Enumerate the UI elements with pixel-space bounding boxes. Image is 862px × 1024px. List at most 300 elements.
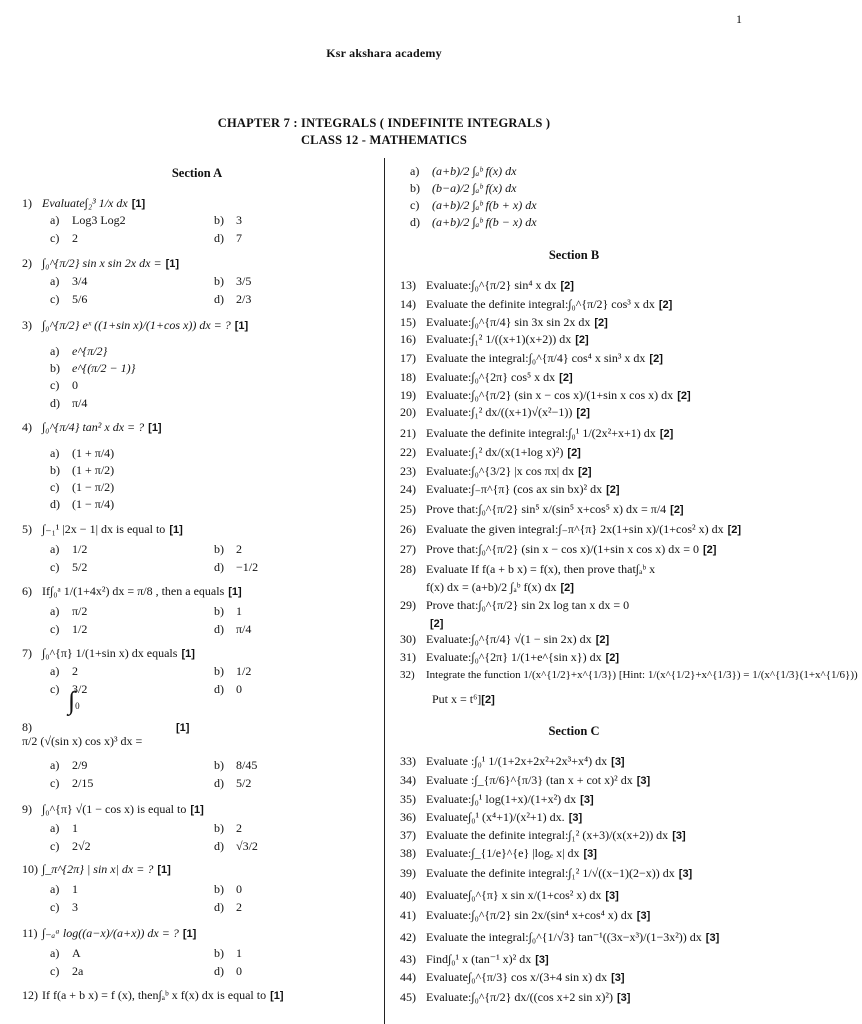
question-36	[400, 810, 582, 825]
text-segment: 26)	[400, 522, 416, 536]
question-23	[400, 464, 592, 479]
text-segment: c)	[50, 682, 60, 696]
text-segment: c)	[50, 378, 60, 392]
text-segment: [1]	[157, 864, 171, 876]
section-a-heading: Section A	[171, 166, 223, 180]
option-b	[50, 361, 135, 375]
question-5	[22, 522, 183, 537]
text-segment: [3]	[636, 910, 651, 922]
text-segment: [2]	[677, 390, 691, 402]
text-segment: If∫₀ᵃ 1/(1+4x²) dx = π/8 , then a equals	[42, 584, 225, 598]
text-segment: 19)	[400, 388, 416, 402]
option-a	[50, 213, 126, 227]
text-segment: 3	[72, 900, 78, 914]
text-segment: Log3 Log2	[72, 213, 126, 227]
question-2	[22, 256, 179, 271]
question-24	[400, 482, 620, 497]
question-29	[400, 598, 633, 613]
text-segment: [1]	[190, 804, 204, 816]
text-segment: [1]	[148, 422, 162, 434]
option-b	[214, 604, 242, 618]
text-segment: [3]	[617, 992, 631, 1004]
question-21	[400, 426, 673, 441]
text-segment: 1	[72, 882, 78, 896]
text-segment: [2]	[567, 447, 581, 459]
text-segment: [2]	[559, 372, 573, 384]
text-segment: Evaluate:∫₀¹ log(1+x)/(1+x²) dx	[426, 792, 577, 806]
text-segment: Evaluate:∫₋π^{π} (cos ax sin bx)² dx	[426, 482, 603, 496]
section-b-heading: Section B	[548, 248, 600, 262]
text-segment: Evaluate the integral:∫₀^{π/4} cos⁴ x sin³ x dx	[426, 351, 646, 365]
text-segment: e^{π/2}	[72, 344, 108, 358]
option-a	[50, 664, 78, 678]
text-segment: 15)	[400, 315, 416, 329]
text-segment: Find∫₀¹ x (tan⁻¹ x)² dx	[426, 952, 532, 966]
option-d	[214, 839, 258, 853]
option-c	[50, 378, 78, 392]
question-44	[400, 970, 625, 985]
option-c	[410, 198, 537, 212]
text-segment: c)	[50, 839, 60, 853]
option-c	[50, 839, 91, 853]
option-b	[50, 463, 114, 477]
text-segment: b)	[214, 882, 224, 896]
text-segment: c)	[50, 776, 60, 790]
text-segment: 13)	[400, 278, 416, 292]
text-segment: Evaluate∫₀¹ (x⁴+1)/(x²+1) dx.	[426, 810, 565, 824]
text-segment: −1/2	[236, 560, 259, 574]
option-d	[214, 682, 242, 696]
text-segment: [2]	[659, 428, 674, 440]
text-segment: 2	[72, 664, 78, 678]
text-segment: c)	[50, 622, 60, 636]
text-segment: 2/9	[72, 758, 88, 772]
text-segment: 0	[236, 964, 242, 978]
text-segment: Evaluate:∫₀^{3/2} |x cos πx| dx	[426, 464, 575, 478]
text-segment: (a+b)/2 ∫ₐᵇ f(b + x) dx	[432, 198, 537, 212]
question-37	[400, 828, 686, 843]
text-segment: ∫_π^{2π} | sin x| dx = ?	[42, 862, 154, 876]
text-segment: 2	[72, 231, 78, 245]
text-segment: [2]	[578, 466, 592, 478]
text-segment: 7	[236, 231, 242, 245]
question-19	[400, 388, 691, 403]
question-40	[400, 888, 619, 903]
question-1	[22, 196, 145, 211]
question-27	[400, 542, 716, 557]
class-title: CLASS 12 - MATHEMATICS	[300, 133, 468, 147]
text-segment: 24)	[400, 482, 416, 496]
question-20	[400, 405, 590, 420]
option-b	[214, 882, 242, 896]
option-a	[50, 446, 114, 460]
text-segment: c)	[50, 480, 60, 494]
text-segment: b)	[50, 463, 60, 477]
text-segment: b)	[214, 274, 224, 288]
text-segment: 7)	[22, 646, 32, 660]
text-segment: [2]	[576, 407, 590, 419]
text-segment: Prove that:∫₀^{π/2} sin 2x log tan x dx = 0	[426, 598, 630, 612]
text-segment: 3/5	[236, 274, 252, 288]
text-segment: π/2	[72, 604, 88, 618]
text-segment: Evaluate :∫_{π/6}^{π/3} (tan x + cot x)² dx	[426, 773, 633, 787]
text-segment: Evaluate:∫₁² dx/(x(1+log x)²)	[426, 445, 564, 459]
text-segment: 3)	[22, 318, 32, 332]
option-d	[214, 900, 242, 914]
text-segment: Evaluate:∫₁² 1/((x+1)(x+2)) dx	[426, 332, 572, 346]
text-segment: Evaluate∫₀^{π/3} cos x/(3+4 sin x) dx	[426, 970, 608, 984]
option-a	[50, 274, 87, 288]
text-segment: 16)	[400, 332, 416, 346]
text-segment: d)	[214, 964, 224, 978]
question-25	[400, 502, 684, 517]
question-26	[400, 522, 741, 537]
text-segment: Evaluate:∫₀^{π/2} (sin x − cos x)/(1+sin x cos x) dx	[426, 388, 674, 402]
text-segment: [3]	[636, 775, 651, 787]
option-d	[214, 964, 242, 978]
text-segment: 5/2	[72, 560, 88, 574]
option-d	[214, 560, 258, 574]
question-3	[22, 318, 248, 333]
text-segment: d)	[50, 396, 60, 410]
question-22	[400, 445, 581, 460]
question-12	[22, 988, 284, 1003]
question-43	[400, 952, 549, 967]
text-segment: a)	[50, 946, 60, 960]
text-segment: 2	[236, 542, 242, 556]
text-segment: 2	[236, 821, 242, 835]
text-segment: [1]	[234, 320, 249, 332]
text-segment: [3]	[605, 890, 619, 902]
option-c	[50, 292, 87, 306]
text-segment: ∫₀^{π} 1/(1+sin x) dx equals	[42, 646, 178, 660]
text-segment: [1]	[270, 990, 284, 1002]
text-segment: d)	[410, 215, 420, 229]
text-segment: a)	[50, 882, 60, 896]
text-segment: 3	[236, 213, 242, 227]
text-segment: 27)	[400, 542, 416, 556]
text-segment: 25)	[400, 502, 416, 516]
option-a	[50, 758, 87, 772]
text-segment: Evaluate:∫₀^{π/4} sin 3x sin 2x dx	[426, 315, 591, 329]
text-segment: 8)	[22, 720, 32, 734]
text-segment: c)	[50, 560, 60, 574]
text-segment: d)	[214, 682, 224, 696]
text-segment: b)	[214, 946, 224, 960]
text-segment: 20)	[400, 405, 416, 419]
text-segment: 1/2	[236, 664, 252, 678]
text-segment: e^{(π/2 − 1)}	[72, 361, 136, 375]
text-segment: [2]	[560, 280, 574, 292]
question-42	[400, 930, 719, 945]
text-segment: (a+b)/2 ∫ₐᵇ f(b − x) dx	[432, 215, 537, 229]
text-segment: [2]	[605, 652, 620, 664]
text-segment: 4)	[22, 420, 32, 434]
text-segment: a)	[50, 664, 60, 678]
option-d	[214, 292, 251, 306]
option-b	[214, 542, 242, 556]
option-a	[410, 164, 516, 178]
text-segment: Evaluate:∫₀^{π/4} √(1 − sin 2x) dx	[426, 632, 592, 646]
text-segment: b)	[214, 213, 224, 227]
question-35	[400, 792, 594, 807]
text-segment: [1]	[176, 722, 190, 734]
question-16	[400, 332, 589, 347]
text-segment: (1 − π/2)	[72, 480, 115, 494]
option-c	[50, 560, 87, 574]
text-segment: d)	[50, 497, 60, 511]
text-segment: b)	[50, 361, 60, 375]
option-c	[50, 964, 83, 978]
text-segment: Evaluate:∫₀^{π/2} sin⁴ x dx	[426, 278, 557, 292]
text-segment: b)	[214, 542, 224, 556]
text-segment: 22)	[400, 445, 416, 459]
text-segment: [3]	[580, 794, 594, 806]
question-4	[22, 420, 162, 435]
question-number: 1)	[22, 196, 32, 210]
text-segment: d)	[214, 622, 224, 636]
question-17	[400, 351, 663, 366]
text-segment: 9)	[22, 802, 32, 816]
text-segment: a)	[50, 758, 60, 772]
text-segment: 41)	[400, 908, 416, 922]
question-18	[400, 370, 573, 385]
option-b	[214, 664, 251, 678]
question-6	[22, 584, 242, 599]
option-d	[50, 497, 114, 511]
text-segment: 31)	[400, 650, 416, 664]
section-c-heading: Section C	[548, 724, 600, 738]
option-d	[214, 622, 251, 636]
text-segment: [1]	[182, 928, 197, 940]
question-28-continued	[400, 580, 574, 595]
text-segment: c)	[50, 231, 60, 245]
text-segment: 21)	[400, 426, 416, 440]
text-segment: [3]	[672, 830, 686, 842]
text-segment: Evaluate:∫₀^{π/2} sin 2x/(sin⁴ x+cos⁴ x) dx	[426, 908, 633, 922]
option-c	[50, 776, 93, 790]
text-segment: 23)	[400, 464, 416, 478]
text-segment: [2]	[702, 544, 717, 556]
text-segment: [2]	[649, 353, 663, 365]
text-segment: 34)	[400, 773, 416, 787]
text-segment: A	[72, 946, 81, 960]
text-segment: [3]	[583, 848, 597, 860]
text-segment: π/4	[72, 396, 88, 410]
option-b	[214, 946, 242, 960]
question-28	[400, 562, 659, 577]
text-segment: 44)	[400, 970, 416, 984]
text-segment: 42)	[400, 930, 416, 944]
text-segment: ∫₀^{π/4} tan² x dx = ?	[42, 420, 145, 434]
question-9	[22, 802, 204, 817]
text-segment: [2]	[430, 618, 444, 630]
text-segment: 43)	[400, 952, 416, 966]
question-45	[400, 990, 630, 1005]
text-segment: 1	[236, 604, 242, 618]
option-b	[214, 821, 242, 835]
academy-name: Ksr akshara academy	[326, 46, 442, 60]
column-divider	[384, 158, 385, 1024]
text-segment: 2/15	[72, 776, 94, 790]
text-segment: If f(a + b x) = f (x), then∫ₐᵇ x f(x) dx is equal to	[42, 988, 267, 1002]
text-segment: c)	[410, 198, 420, 212]
chapter-title: CHAPTER 7 : INTEGRALS ( INDEFINITE INTEGRALS )	[217, 116, 551, 130]
text-segment: d)	[214, 776, 224, 790]
question-29-marks	[400, 616, 443, 631]
text-segment: Integrate the function 1/(x^{1/2}+x^{1/3}) [Hint: 1/(x^{1/2}+x^{1/3}) = 1/(x^{1/3}(1+x^{1/6}))	[426, 669, 858, 681]
text-segment: 35)	[400, 792, 416, 806]
text-segment: b)	[214, 664, 224, 678]
text-segment: Put x = t⁶]	[432, 692, 482, 706]
option-c	[50, 231, 78, 245]
text-segment: [1]	[169, 524, 183, 536]
text-segment: 2)	[22, 256, 32, 270]
marks-badge: [1]	[131, 198, 146, 210]
text-segment: 10)	[22, 862, 38, 876]
text-segment: [2]	[575, 334, 589, 346]
question-8	[22, 720, 189, 735]
text-segment: d)	[214, 839, 224, 853]
text-segment: [2]	[727, 524, 742, 536]
question-34	[400, 773, 650, 788]
text-segment: b)	[214, 758, 224, 772]
text-segment: Evaluate:∫₀^{π/2} dx/((cos x+2 sin x)²)	[426, 990, 614, 1004]
text-segment: Evaluate the definite integral:∫₀¹ 1/(2x²+x+1) dx	[426, 426, 656, 440]
text-segment: 2/3	[236, 292, 252, 306]
text-segment: b)	[214, 604, 224, 618]
text-segment: 32)	[400, 669, 415, 681]
text-segment: (b−a)/2 ∫ₐᵇ f(x) dx	[432, 181, 517, 195]
text-segment: c)	[50, 292, 60, 306]
option-d	[410, 215, 537, 229]
text-segment: 33)	[400, 754, 416, 768]
question-41	[400, 908, 650, 923]
text-segment: 38)	[400, 846, 416, 860]
option-a	[50, 821, 78, 835]
question-32	[400, 668, 862, 682]
integral-sign-icon: ∫0	[68, 686, 80, 715]
text-segment: [1]	[181, 648, 195, 660]
text-segment: (1 + π/2)	[72, 463, 115, 477]
text-segment: 6)	[22, 584, 32, 598]
text-segment: [1]	[165, 258, 180, 270]
question-7	[22, 646, 195, 661]
text-segment: [2]	[481, 694, 495, 706]
text-segment: 14)	[400, 297, 416, 311]
text-segment: ∫₋₁¹ |2x − 1| dx is equal to	[42, 522, 166, 536]
text-segment: a)	[50, 274, 60, 288]
text-segment: 1/2	[72, 622, 88, 636]
text-segment: 3/4	[72, 274, 88, 288]
text-segment: b)	[214, 821, 224, 835]
option-a	[50, 882, 78, 896]
text-segment: f(x) dx = (a+b)/2 ∫ₐᵇ f(x) dx	[426, 580, 557, 594]
option-d	[50, 396, 87, 410]
text-segment: π/4	[236, 622, 252, 636]
option-a	[50, 604, 87, 618]
text-segment: 2a	[72, 964, 84, 978]
text-segment: [1]	[228, 586, 242, 598]
option-c	[50, 480, 114, 494]
text-segment: Evaluate:∫_{1/e}^{e} |logₑ x| dx	[426, 846, 580, 860]
option-d	[214, 231, 242, 245]
text-segment: a)	[50, 542, 60, 556]
text-segment: (1 + π/4)	[72, 446, 115, 460]
option-a	[50, 542, 87, 556]
text-segment: Evaluate the definite integral:∫₀^{π/2} cos³ x dx	[426, 297, 655, 311]
option-b	[214, 213, 242, 227]
text-segment: [3]	[568, 812, 583, 824]
text-segment: a)	[50, 821, 60, 835]
question-10	[22, 862, 171, 877]
text-segment: a)	[50, 213, 60, 227]
text-segment: [3]	[611, 756, 625, 768]
text-segment: [2]	[594, 317, 608, 329]
text-segment: Evaluate:∫₀^{2π} cos⁵ x dx	[426, 370, 556, 384]
option-b	[214, 758, 257, 772]
text-segment: (1 − π/4)	[72, 497, 115, 511]
option-c	[50, 622, 87, 636]
text-segment: 45)	[400, 990, 416, 1004]
text-segment: Evaluate If f(a + b x) = f(x), then prove that∫ₐᵇ x	[426, 562, 656, 576]
text-segment: 18)	[400, 370, 416, 384]
text-segment: c)	[50, 900, 60, 914]
option-b	[214, 274, 251, 288]
question-14	[400, 297, 672, 312]
question-33	[400, 754, 625, 769]
text-segment: d)	[214, 560, 224, 574]
option-c	[50, 900, 78, 914]
text-segment: Prove that:∫₀^{π/2} sin⁵ x/(sin⁵ x+cos⁵ x) dx = π/4	[426, 502, 667, 516]
text-segment: ∫₀^{π/2} sin x sin 2x dx =	[42, 256, 162, 270]
text-segment: [2]	[658, 299, 673, 311]
text-segment: (a+b)/2 ∫ₐᵇ f(x) dx	[432, 164, 517, 178]
question-39	[400, 866, 692, 881]
text-segment: 17)	[400, 351, 416, 365]
question-11	[22, 926, 196, 941]
text-segment: 3/2	[72, 682, 88, 696]
text-segment: 37)	[400, 828, 416, 842]
text-segment: 28)	[400, 562, 416, 576]
text-segment: [3]	[705, 932, 720, 944]
question-text: Evaluate∫₂³ 1/x dx	[42, 196, 128, 210]
text-segment: [3]	[611, 972, 625, 984]
text-segment: Evaluate :∫₀¹ 1/(1+2x+2x²+2x³+x⁴) dx	[426, 754, 608, 768]
text-segment: Evaluate:∫₁² dx/((x+1)√(x²−1))	[426, 405, 573, 419]
text-segment: Evaluate the given integral:∫₋π^{π} 2x(1+sin x)/(1+cos² x) dx	[426, 522, 724, 536]
text-segment: √3/2	[236, 839, 258, 853]
option-a	[50, 946, 81, 960]
text-segment: 1/2	[72, 542, 88, 556]
text-segment: 5)	[22, 522, 32, 536]
text-segment: 2	[236, 900, 242, 914]
text-segment: 0	[236, 882, 242, 896]
text-segment: ∫₀^{π} √(1 − cos x) is equal to	[42, 802, 187, 816]
text-segment: 36)	[400, 810, 416, 824]
text-segment: a)	[410, 164, 420, 178]
text-segment: 8/45	[236, 758, 258, 772]
page-number: 1	[736, 12, 742, 26]
text-segment: Prove that:∫₀^{π/2} (sin x − cos x)/(1+sin x cos x) dx = 0	[426, 542, 699, 556]
text-segment: [2]	[595, 634, 610, 646]
text-segment: a)	[50, 344, 60, 358]
text-segment: Evaluate the integral:∫₀^{1/√3} tan⁻¹((3x−x³)/(1−3x²)) dx	[426, 930, 702, 944]
text-segment: b)	[410, 181, 420, 195]
text-segment: 0	[236, 682, 242, 696]
text-segment: 29)	[400, 598, 416, 612]
text-segment: d)	[214, 292, 224, 306]
